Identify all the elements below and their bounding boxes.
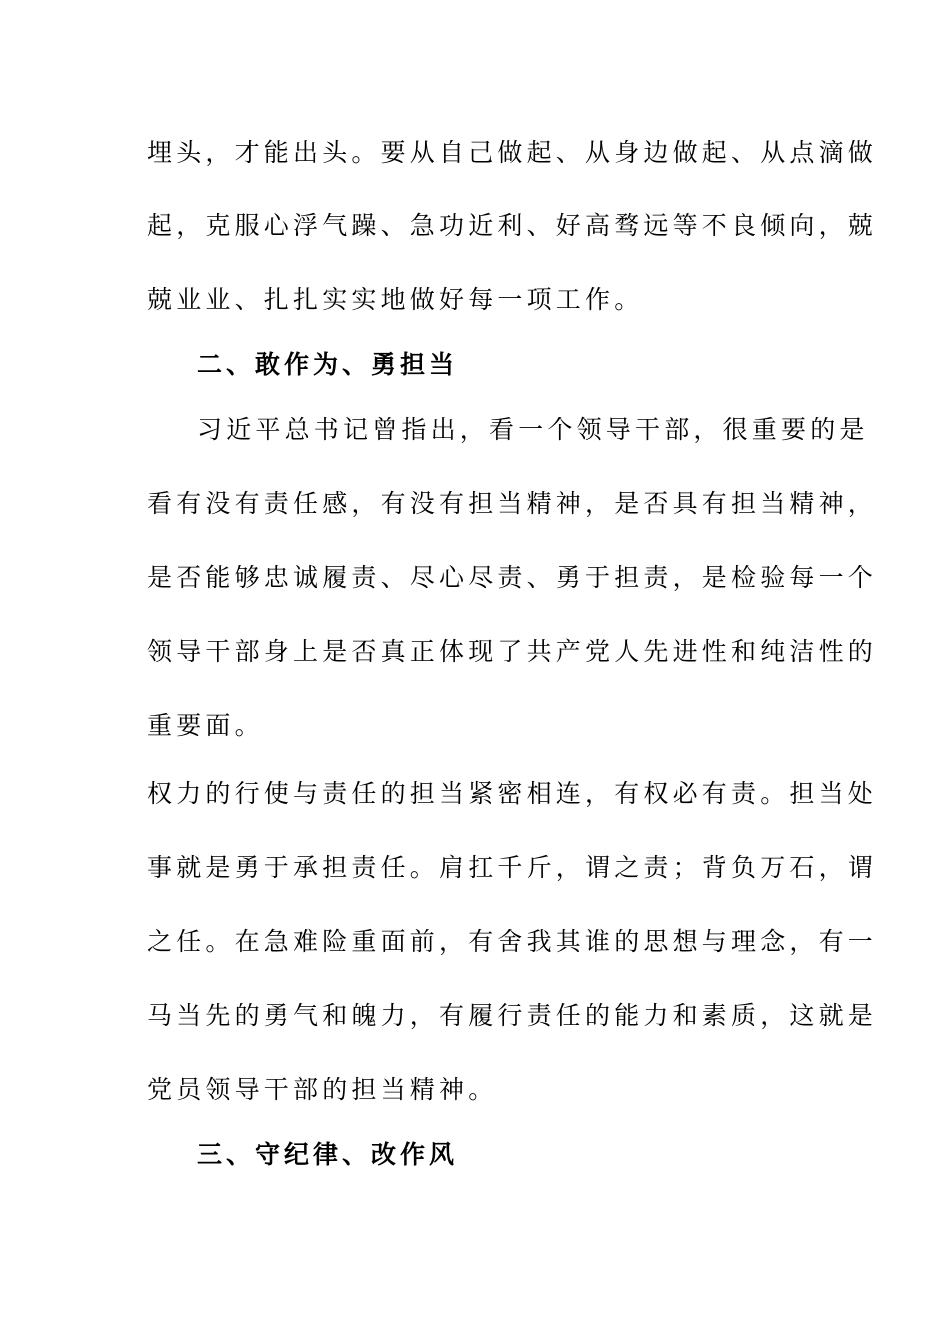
text-line: 权力的行使与责任的担当紧密相连，有权必有责。担当处 (147, 779, 878, 808)
text-line: 党员领导干部的担当精神。 (147, 1075, 498, 1104)
text-line: 领导干部身上是否真正体现了共产党人先进性和纯洁性的 (147, 637, 878, 666)
text-line: 马当先的勇气和魄力，有履行责任的能力和素质，这就是 (147, 1001, 878, 1030)
text-line: 看有没有责任感，有没有担当精神，是否具有担当精神， (147, 489, 878, 518)
text-line: 事就是勇于承担责任。肩扛千斤，谓之责；背负万石，谓 (147, 853, 878, 882)
text-line: 之任。在急难险重面前，有舍我其谁的思想与理念，有一 (147, 927, 878, 956)
text-line: 是否能够忠诚履责、尽心尽责、勇于担责，是检验每一个 (147, 563, 878, 592)
text-line: 起，克服心浮气躁、急功近利、好高骛远等不良倾向，兢 (147, 211, 878, 240)
text-line: 兢业业、扎扎实实地做好每一项工作。 (147, 285, 644, 314)
section-heading-2: 二、敢作为、勇担当 (197, 350, 459, 379)
text-line: 埋头，才能出头。要从自己做起、从身边做起、从点滴做 (147, 138, 878, 167)
text-line: 习近平总书记曾指出，看一个领导干部，很重要的是 (197, 415, 869, 444)
section-heading-3: 三、守纪律、改作风 (197, 1140, 459, 1169)
text-line: 重要面。 (147, 711, 264, 740)
